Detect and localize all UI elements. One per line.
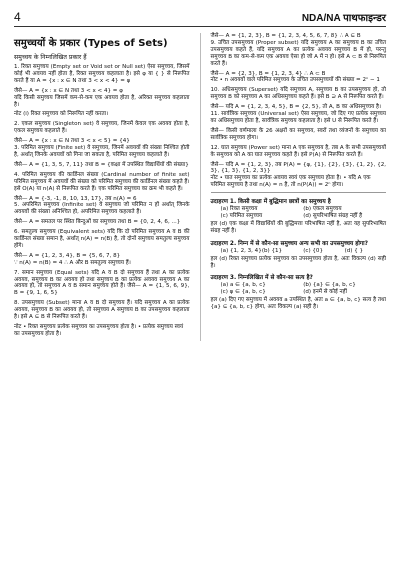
note: नोट (i) रिक्त समुच्चय को निरूपित नहीं करता।	[14, 111, 109, 118]
list-item: 7. समान समुच्चय (Equal sets) यदि A व B दो समुच्चय हैं तथा A का प्रत्येक अवयव, समुच्चय B का अवयव हो तथा समुच्चय B का प्रत्येक अवयव समुच्चय A का अवयव हो, तो समुच्चय A व B समान समुच्चय होते हैं। जैसे— A = {1, 5, 6, 9}, B = {9, 1, 6, 5}	[14, 269, 190, 297]
option: (d) { }	[344, 247, 364, 254]
example-solution: हल (d) एक कक्षा में विद्यार्थियों की बुद्धिमत्ता परिभाषित नहीं है, अतः यह सुपरिभाषित संग्रह नहीं है।	[210, 220, 386, 234]
option: (a) रिक्त समुच्चय	[220, 206, 258, 213]
list-item: 3. परिमित समुच्चय (Finite set) वे समुच्चय, जिनमें अवयवों की संख्या निश्चित होती है, अर्थात् जिनके अवयवों को गिना जा सकता है, परिमित समुच्चय कहलाते हैं।	[14, 145, 190, 158]
note: नोट • रिक्त समुच्चय प्रत्येक समुच्चय का उपसमुच्चय होता है। • प्रत्येक समुच्चय स्वयं का उपसमुच्चय होता है।	[14, 324, 184, 337]
list-item: जैसे— A = समतल पर स्थित बिन्दुओं का समुच्चय तथा B = {0, 2, 4, 6, ...}	[14, 219, 181, 226]
example-solution: हल (a) दिए गए समुच्चय में अवयव a उपस्थित है, अतः a ∈ {a, b, c} सत्य है तथा {a} ⊆ {a, b, c} होगा, अतः विकल्प (a) सही है।	[210, 297, 386, 311]
list-item: यदि किसी समुच्चय जिसमें कम-से-कम एक अवयव होता है, अरिक्त समुच्चय कहलाता है।	[14, 94, 190, 108]
option: (d) इनमें से कोई नहीं	[303, 289, 347, 296]
list-item: जैसे— A = {x : x ∈ N तथा 3 < x < 4} = φ	[14, 87, 123, 94]
list-item: जैसे— A = {1, 3, 5, 7, 11} तथा B = {कक्षा में उपस्थित विद्यार्थियों की संख्या}	[14, 161, 189, 168]
list-item: 1. रिक्त समुच्चय (Empty set or Void set or Null set) ऐसा समुच्चय, जिसमें कोई भी अवयव नहीं होता है, रिक्त समुच्चय कहलाता है। इसे φ या { } से निरूपित करते हैं या A = {x : x ∈ N तथा 3 < x < 4} = φ	[14, 64, 190, 84]
note: नोट • n अवयवों वाले परिमित समुच्चय के उचित उपसमुच्चयों की संख्या = 2ⁿ − 1	[210, 77, 380, 84]
list-item: जैसे— किसी वर्णमाला के 26 अक्षरों का समुच्चय, स्वरों तथा व्यंजनों के समुच्चय का सार्वत्रिक समुच्चय होगा।	[210, 127, 386, 141]
option: (c) φ ∈ {a, b, c}	[220, 289, 266, 296]
option: (a) a ∈ {a, b, c}	[220, 282, 266, 289]
list-item: जैसे— A = {-3, -1, 8, 10, 13, 17}, तब n(A) = 6	[14, 195, 137, 202]
section-subtitle: समुच्चय के निम्नलिखित प्रकार हैं	[14, 54, 87, 61]
list-item: ∵ n(A) = n(B) = 4 ∴ A और B समतुल्य समुच्चय हैं।	[14, 259, 131, 266]
list-item: 9. उचित उपसमुच्चय (Proper subset) यदि समुच्चय A का समुच्चय B का उचित उपसमुच्चय कहते हैं, यदि समुच्चय A का प्रत्येक अवयव समुच्चय B में हो, परन्तु समुच्चय B का कम-से-कम एक अवयव ऐसा हो जो A में न हो। इसे A ⊂ B से निरूपित करते हैं।	[210, 39, 386, 67]
option: (c) {0}	[303, 247, 323, 254]
example-options	[221, 206, 387, 220]
list-item: जैसे— A = {x : x ∈ N तथा 3 < x < 5} = {4}	[14, 138, 130, 145]
section-title: समुच्चयों के प्रकार (Types of Sets)	[14, 38, 168, 49]
example-solution: हल (d) रिक्त समुच्चय प्रत्येक समुच्चय का उपसमुच्चय होता है, अतः विकल्प (d) सही है।	[210, 255, 386, 269]
list-item: 12. घात समुच्चय (Power set) माना A एक समुच्चय है, तब A के सभी उपसमुच्चयों के समुच्चय को A का घात समुच्चय कहते हैं। इसे P(A) से निरूपित करते हैं।	[210, 144, 386, 158]
example-question: उदाहरण 3. निम्नलिखित में से कौन-सा सत्य है?	[210, 275, 313, 282]
option: (b) {1}	[261, 247, 283, 254]
example-question: उदाहरण 2. निम्न में से कौन-सा समुच्चय अन्य सभी का उपसमुच्चय होगा?	[210, 240, 368, 247]
option: (d) सुपरिभाषित संग्रह नहीं है	[303, 213, 363, 220]
right-column	[211, 33, 387, 341]
example-1	[211, 197, 387, 235]
left-column	[14, 33, 190, 341]
divider	[211, 192, 387, 193]
list-item: 6. समतुल्य समुच्चय (Equivalent sets) यदि कि दो परिमित समुच्चय A व B की कार्डिनल संख्या समान है, अर्थात् n(A) = n(B) है, तो दोनों समुच्चय समतुल्य समुच्चय होंगे।	[14, 229, 190, 249]
list-item: 2. एकल समुच्चय (Singleton set) वे समुच्चय, जिनमें केवल एक अवयव होता है, एकल समुच्चय कहलाते हैं।	[14, 121, 190, 135]
list-item: 8. उपसमुच्चय (Subset) माना A व B दो समुच्चय हैं। यदि समुच्चय A का प्रत्येक अवयव, समुच्चय B का अवयव हो, तो समुच्चय A समुच्चय B का उपसमुच्चय कहलाता है। इसे A ⊆ B से निरूपित करते हैं।	[14, 300, 190, 321]
brand-title: NDA/NA पाथफाइन्डर	[301, 13, 386, 24]
list-item: 11. सार्वत्रिक समुच्चय (Universal set) ऐसा समुच्चय, जो दिए गए प्रत्येक समुच्चय का अधिसमुच्चय होता है, सार्वत्रिक समुच्चय कहलाता है। इसे U से निरूपित करते हैं।	[210, 111, 386, 124]
option: (b) {a} ∈ {a, b, c}	[303, 282, 356, 289]
note: नोट • घात समुच्चय का प्रत्येक अवयव स्वयं एक समुच्चय होता है। • यदि A एक परिमित समुच्चय है तथा n(A) = n है, तो n(P(A)) = 2ⁿ होगा।	[210, 175, 371, 189]
column-divider	[200, 33, 201, 341]
example-3	[211, 273, 387, 311]
example-2	[211, 239, 387, 270]
page-header	[14, 8, 386, 27]
content-columns	[14, 33, 386, 341]
option: (a) {1, 2, 3, 4}	[220, 247, 262, 254]
list-item: 4. परिमित समुच्चय की कार्डिनल संख्या (Cardinal number of finite set) परिमित समुच्चय में अवयवों की संख्या को परिमित समुच्चय की कार्डिनल संख्या कहते हैं। इसे O(A) या n(A) से निरूपित करते हैं। एक परिमित समुच्चय का क्रम भी कहते हैं।	[14, 171, 190, 192]
example-options	[221, 282, 387, 296]
option: (c) परिमित समुच्चय	[220, 213, 263, 220]
option: (b) एकल समुच्चय	[303, 206, 342, 213]
list-item: जैसे— A = {1, 2, 3, 4}, B = {5, 6, 7, 8}	[14, 252, 121, 259]
list-item: 10. अधिसमुच्चय (Superset) यदि समुच्चय A, समुच्चय B का उपसमुच्चय हो, तो समुच्चय B को समुच्चय A का अधिसमुच्चय कहते हैं। इसे B ⊇ A से निरूपित करते हैं।	[210, 87, 386, 101]
list-item: जैसे— A = {2, 3}, B = {1, 2, 3, 4} ∴ A ⊂ B	[210, 70, 326, 77]
list-item: जैसे— A = {1, 2, 3}, B = {1, 2, 3, 4, 5, 6, 7, 8} ∴ A ⊆ B	[210, 33, 361, 39]
list-item: 5. अपरिमित समुच्चय (Infinite set) वे समुच्चय जो परिमित न हों अर्थात् जिनके अवयवों की संख्या अनिश्चित हो, अपरिमित समुच्चय कहलाते हैं।	[14, 202, 190, 216]
list-item: जैसे— यदि A = {1, 2, 3}, तब P(A) = {φ, {1}, {2}, {3}, {1, 2}, {2, 3}, {1, 3}, {1, 2, 3}}	[210, 161, 387, 175]
example-question: उदाहरण 1. किसी कक्षा में बुद्धिमान छात्रों का समुच्चय है	[210, 199, 331, 206]
page-number: 4	[14, 10, 21, 24]
list-item: जैसे— यदि A = {1, 2, 3, 4, 5}, B = {2, 5}, तो A, B का अधिसमुच्चय है।	[210, 104, 381, 111]
example-options	[221, 248, 387, 255]
